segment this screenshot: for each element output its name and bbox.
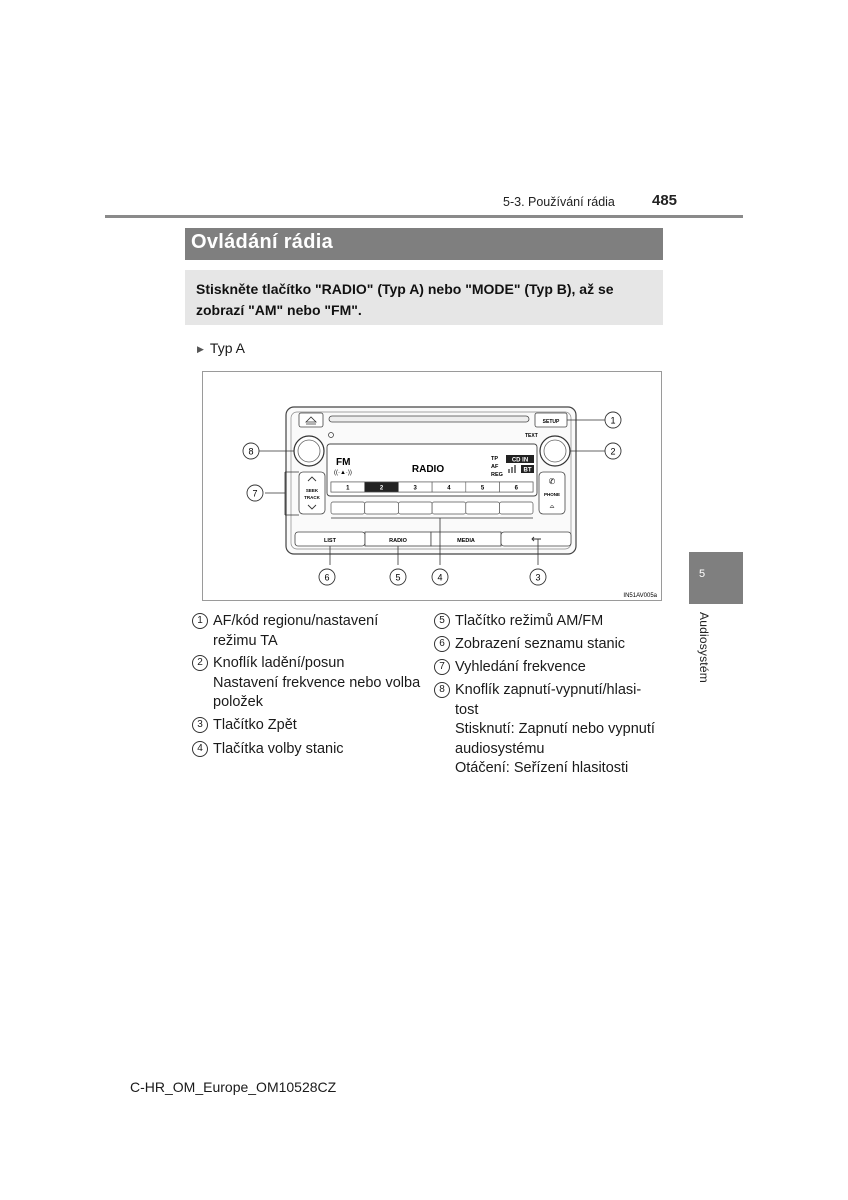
legend-number-5: 5: [434, 613, 450, 629]
legend-text-2-line-3: položek: [213, 694, 263, 710]
legend-number-6: 6: [434, 636, 450, 652]
preset-button-1: [331, 502, 365, 514]
legend-text-8-line-5: Otáčení: Seřízení hlasitosti: [455, 760, 629, 776]
header-rule: [105, 215, 743, 218]
legend-text-2-line-1: Knoflík ladění/posun: [213, 655, 345, 671]
legend-text-8-line-2: tost: [455, 701, 479, 718]
image-code: IN51AV005a: [623, 593, 657, 599]
callout-3: 3: [535, 572, 541, 583]
cd-slot: [329, 416, 529, 422]
seek-label: SEEK: [305, 488, 319, 493]
eject-button: [299, 413, 323, 427]
document-code: C-HR_OM_Europe_OM10528CZ: [130, 1079, 337, 1095]
band-label: FM: [336, 457, 351, 468]
legend-text-6: Zobrazení seznamu stanic: [455, 636, 626, 652]
preset-label-4: 4: [447, 485, 451, 492]
legend-text-8-line-1: Knoflík zapnutí-vypnutí/hlasi-: [455, 682, 642, 698]
legend-text-2-line-2: Nastavení frekvence nebo volba: [213, 674, 421, 691]
legend-text-1: [213, 612, 378, 651]
setup-label: SETUP: [542, 419, 560, 425]
callout-6: 6: [324, 572, 330, 583]
instruction-text: Stiskněte tlačítko "RADIO" (Typ A) nebo "MODE" (Typ B), až se zobrazí "AM" nebo "FM".: [196, 281, 614, 318]
chapter-label: Audiosystém: [697, 612, 711, 683]
legend-number-7: 7: [434, 659, 450, 675]
preset-buttons: [331, 502, 533, 514]
page-number: 485: [652, 192, 678, 209]
legend-text-7: Vyhledání frekvence: [455, 659, 586, 675]
legend-text-5: Tlačítko režimů AM/FM: [455, 613, 604, 629]
preset-button-3: [398, 502, 432, 514]
legend-text-8-line-3: Stisknutí: Zapnutí nebo vypnutí: [455, 721, 655, 737]
display-title: RADIO: [411, 464, 445, 475]
callout-2: 2: [610, 446, 616, 457]
text-label: TEXT: [525, 433, 538, 439]
phone-hangup-icon: ⌓: [549, 504, 555, 510]
track-label: TRACK: [304, 495, 320, 500]
preset-button-5: [466, 502, 500, 514]
preset-label-2: 2: [379, 485, 384, 492]
callout-1: 1: [610, 415, 616, 426]
legend-text-1-line-2: režimu TA: [213, 632, 278, 649]
list-label: LIST: [324, 538, 336, 544]
media-label: MEDIA: [457, 538, 475, 544]
seek-track-button: [299, 472, 325, 514]
radio-label: RADIO: [389, 538, 407, 544]
legend-text-2: [213, 654, 420, 713]
type-label-text: Typ A: [209, 340, 245, 356]
legend-number-1: 1: [192, 613, 208, 629]
preset-button-4: [432, 502, 466, 514]
tune-scroll-knob-inner: [544, 440, 566, 462]
legend-text-1-line-1: AF/kód regionu/nastavení: [213, 613, 379, 629]
title-bar: [185, 228, 663, 260]
preset-tiles: [331, 482, 533, 492]
preset-label-5: 5: [480, 485, 485, 492]
callout-4: 4: [437, 572, 443, 583]
preset-button-6: [500, 502, 534, 514]
legend-number-2: 2: [192, 655, 208, 671]
chapter-tab: [689, 552, 743, 604]
radio-figure: [202, 371, 662, 601]
legend-text-4: Tlačítka volby stanic: [213, 741, 344, 757]
preset-label-6: 6: [514, 485, 518, 492]
legend-text-8: [455, 681, 655, 779]
legend-text-3: Tlačítko Zpět: [213, 717, 297, 733]
tp-indicator: TP: [491, 456, 499, 462]
cdin-label: CD IN: [511, 457, 529, 464]
legend-text-8-line-4: audiosystému: [455, 740, 545, 757]
page-title: Ovládání rádia: [191, 231, 334, 253]
section-title: 5-3. Používání rádia: [503, 195, 615, 209]
radio-illustration: [203, 372, 661, 600]
af-signal-icon: ((·▲·)): [334, 470, 352, 476]
power-volume-knob-inner: [298, 440, 320, 462]
type-label: [197, 340, 245, 356]
preset-button-2: [365, 502, 399, 514]
callout-5: 5: [395, 572, 401, 583]
bt-label: BT: [523, 467, 532, 474]
preset-label-3: 3: [413, 485, 417, 492]
triangle-right-icon: ▶: [197, 344, 204, 354]
phone-label: PHONE: [543, 492, 561, 497]
phone-pickup-icon: ✆: [548, 477, 556, 486]
chapter-number: 5: [699, 568, 706, 580]
callout-8: 8: [248, 446, 254, 457]
legend-number-4: 4: [192, 741, 208, 757]
instruction-box: [185, 270, 663, 325]
callout-7: 7: [252, 488, 258, 499]
af-indicator: AF: [491, 464, 499, 470]
preset-label-1: 1: [346, 485, 350, 492]
legend-number-8: 8: [434, 682, 450, 698]
reg-indicator: REG: [491, 472, 503, 478]
legend-number-3: 3: [192, 717, 208, 733]
